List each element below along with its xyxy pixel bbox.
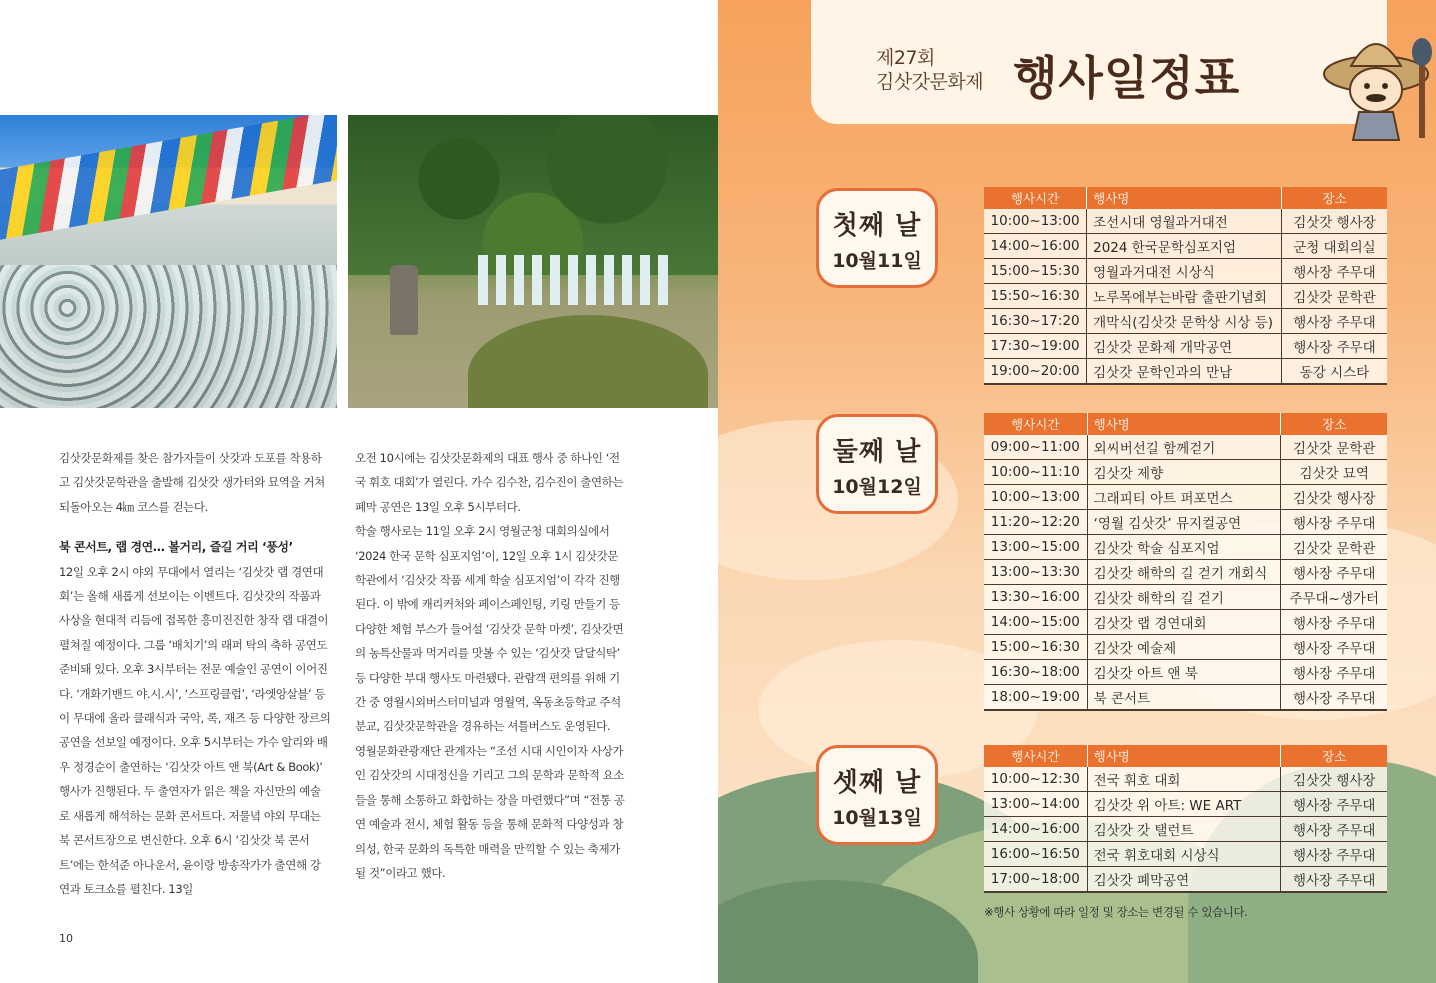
title-box (811, 0, 1387, 124)
table-row (984, 334, 1387, 359)
event-place: 행사장 주무대 (1281, 510, 1387, 535)
day3-badge (816, 745, 938, 845)
table-row (984, 460, 1387, 485)
table-row (984, 585, 1387, 610)
festival-crowd-photo (0, 115, 337, 408)
event-name: 김삿갓 위 아트: WE ART (1087, 792, 1281, 817)
header-time: 행사시간 (984, 413, 1087, 435)
event-name: 외씨버선길 함께걷기 (1087, 435, 1281, 460)
event-place: 행사장 주무대 (1281, 842, 1387, 867)
event-name: 김삿갓 문학인과의 만남 (1087, 359, 1282, 385)
grave-mound (468, 315, 708, 408)
table-row (984, 560, 1387, 585)
tent-canopy (0, 115, 337, 240)
day-label: 셋째 날 (832, 768, 922, 798)
event-name: 노루목에부는바람 출판기념회 (1087, 284, 1282, 309)
event-time: 17:00~18:00 (984, 867, 1087, 893)
table-row (984, 209, 1387, 234)
event-time: 11:20~12:20 (984, 510, 1087, 535)
event-name: 개막식(김삿갓 문학상 시상 등) (1087, 309, 1282, 334)
event-name: 전국 휘호 대회 (1087, 767, 1281, 792)
event-name: 영월과거대전 시상식 (1087, 259, 1282, 284)
event-place: 행사장 주무대 (1281, 259, 1387, 284)
table-row (984, 535, 1387, 560)
table-row (984, 359, 1387, 385)
event-name: 김삿갓 학술 심포지엄 (1087, 535, 1281, 560)
header-event-name: 행사명 (1087, 187, 1282, 209)
day1-schedule-table (984, 187, 1387, 385)
table-row (984, 485, 1387, 510)
event-place: 동강 시스타 (1281, 359, 1387, 385)
table-row (984, 309, 1387, 334)
table-row (984, 635, 1387, 660)
event-place: 김삿갓 문학관 (1281, 535, 1387, 560)
table-row (984, 660, 1387, 685)
day-label: 첫째 날 (832, 211, 922, 241)
table-row (984, 510, 1387, 535)
table-row (984, 685, 1387, 711)
day-label: 둘째 날 (832, 437, 922, 467)
event-place: 행사장 주무대 (1281, 867, 1387, 893)
article-paragraph: 영월문화관광재단 관계자는 “조선 시대 시인이자 사상가인 김삿갓의 시대정신을 기리고 그의 문학과 문학적 요소들을 통해 소통하고 화합하는 장을 마련했다”며 “전통 공연 예술과 전시, 체험 활동 등을 통해 문화적 다양성과 창의성, 한국 문화의 독특한 매력을 만끽할 수 있는 축제가 될 것”이라고 했다. (355, 743, 625, 880)
festival-name (876, 46, 983, 94)
header-event-name: 행사명 (1087, 745, 1281, 767)
mascot-illustration (1321, 22, 1436, 142)
event-place: 행사장 주무대 (1281, 610, 1387, 635)
event-time: 13:00~13:30 (984, 560, 1087, 585)
table-row (984, 610, 1387, 635)
table-header-row (984, 745, 1387, 767)
table-row (984, 435, 1387, 460)
event-time: 15:00~16:30 (984, 635, 1087, 660)
article-paragraph: 12일 오후 2시 야외 무대에서 열리는 ‘김삿갓 랩 경연대회’는 올해 새롭게 선보이는 이벤트다. 김삿갓의 작품과 사상을 현대적 리듬에 접목한 흥미진진한 창작 랩 대결이 펼쳐질 예정이다. 그룹 ‘배치기’의 래퍼 탁의 축하 공연도 준비돼 있다. 오후 3시부터는 전문 예술인 공연이 이어진다. ‘개화기밴드 야.시.시’, ‘스프링클럽’, ‘라엣앙살블’ 등이 무대에 올라 클래식과 국악, 록, 재즈 등 다양한 장르의 공연을 선보일 예정이다. 오후 5시부터는 가수 알리와 배우 정경순이 출연하는 ‘김삿갓 아트 앤 북(Art & Book)’ 행사가 진행된다. 두 출연자가 읽은 책을 자신만의 예술로 새롭게 해석하는 문화 콘서트다. 저물녘 야외 무대는 북 콘서트장으로 변신한다. 오후 6시 ‘김삿갓 북 콘서트’에는 한석준 아나운서, 윤이랑 방송작가가 출연해 강연과 토크쇼를 펼친다. 13일 (59, 564, 331, 896)
table-row (984, 767, 1387, 792)
article-paragraph: 오전 10시에는 김삿갓문화제의 대표 행사 중 하나인 ‘전국 휘호 대회’가 열린다. 가수 김수찬, 김수진이 출연하는 폐막 공연은 13일 오후 5시부터다. (355, 451, 624, 514)
forest-background (348, 115, 718, 275)
day-date: 10월13일 (832, 807, 922, 829)
event-place: 김삿갓 묘역 (1281, 460, 1387, 485)
event-name: 전국 휘호대회 시상식 (1087, 842, 1281, 867)
event-name: 김삿갓 제향 (1087, 460, 1281, 485)
memorial-stone (390, 265, 418, 335)
day2-schedule-table (984, 413, 1387, 711)
table-row (984, 259, 1387, 284)
event-place: 행사장 주무대 (1281, 334, 1387, 359)
event-name: 김삿갓 해학의 길 걷기 개회식 (1087, 560, 1281, 585)
header-time: 행사시간 (984, 187, 1087, 209)
event-name: ‘영월 김삿갓’ 뮤지컬공연 (1087, 510, 1281, 535)
header-place: 장소 (1281, 413, 1387, 435)
event-place: 김삿갓 문학관 (1281, 284, 1387, 309)
event-place: 김삿갓 행사장 (1281, 485, 1387, 510)
event-time: 15:00~15:30 (984, 259, 1087, 284)
event-time: 17:30~19:00 (984, 334, 1087, 359)
header-place: 장소 (1281, 187, 1387, 209)
event-time: 14:00~16:00 (984, 234, 1087, 259)
event-name: 김삿갓 아트 앤 북 (1087, 660, 1281, 685)
header-time: 행사시간 (984, 745, 1087, 767)
event-time: 10:00~11:10 (984, 460, 1087, 485)
festival-title: 김삿갓문화제 (876, 71, 984, 93)
article-subheading: 북 콘서트, 랩 경연… 볼거리, 즐길 거리 ‘풍성’ (59, 540, 293, 555)
event-time: 16:00~16:50 (984, 842, 1087, 867)
event-place: 행사장 주무대 (1281, 560, 1387, 585)
article-paragraph: 김삿갓문화제를 찾은 참가자들이 삿갓과 도포를 착용하고 김삿갓문학관을 출발해 김삿갓 생가터와 묘역을 거쳐 되돌아오는 4㎞ 코스를 걷는다. (59, 451, 325, 514)
event-name: 김삿갓 문화제 개막공연 (1087, 334, 1282, 359)
event-name: 북 콘서트 (1087, 685, 1281, 711)
table-row (984, 284, 1387, 309)
event-place: 행사장 주무대 (1281, 685, 1387, 711)
event-name: 김삿갓 해학의 길 걷기 (1087, 585, 1281, 610)
ritual-participants (478, 255, 668, 305)
event-name: 2024 한국문학심포지엄 (1087, 234, 1282, 259)
memorial-rite-photo (348, 115, 718, 408)
event-place: 행사장 주무대 (1281, 792, 1387, 817)
article-column-1 (59, 446, 331, 901)
event-place: 군청 대회의실 (1281, 234, 1387, 259)
header-place: 장소 (1281, 745, 1387, 767)
event-place: 행사장 주무대 (1281, 635, 1387, 660)
table-row (984, 817, 1387, 842)
event-time: 15:50~16:30 (984, 284, 1087, 309)
event-time: 10:00~13:00 (984, 209, 1087, 234)
seated-participants (0, 265, 337, 408)
event-name: 김삿갓 갓 탤런트 (1087, 817, 1281, 842)
page-number: 10 (59, 932, 73, 945)
article-paragraph: 학술 행사로는 11일 오후 2시 영월군청 대회의실에서 ‘2024 한국 문학 심포지엄’이, 12일 오후 1시 김삿갓문학관에서 ‘김삿갓 작품 세계 학술 심포지엄’이 각각 진행된다. 이 밖에 캐리커처와 페이스페인팅, 키링 만들기 등 다양한 체험 부스가 들어설 ‘김삿갓 문학 마켓’, 김삿갓면의 농특산물과 먹거리를 맛볼 수 있는 ‘김삿갓 달달식탁’ 등 다양한 부대 행사도 마련됐다. 관람객 편의를 위해 기간 중 영월시외버스터미널과 영월역, 옥동초등학교 주석분교, 김삿갓문학관을 경유하는 셔틀버스도 운영된다. (355, 524, 624, 734)
event-place: 행사장 주무대 (1281, 660, 1387, 685)
event-time: 14:00~15:00 (984, 610, 1087, 635)
event-time: 16:30~18:00 (984, 660, 1087, 685)
event-time: 16:30~17:20 (984, 309, 1087, 334)
event-time: 14:00~16:00 (984, 817, 1087, 842)
event-time: 09:00~11:00 (984, 435, 1087, 460)
table-header-row (984, 187, 1387, 209)
article-column-2 (355, 446, 625, 885)
table-row (984, 792, 1387, 817)
day3-schedule-table (984, 745, 1387, 893)
event-name: 김삿갓 예술제 (1087, 635, 1281, 660)
day2-badge (816, 414, 938, 514)
event-time: 19:00~20:00 (984, 359, 1087, 385)
event-name: 조선시대 영월과거대전 (1087, 209, 1282, 234)
table-header-row (984, 413, 1387, 435)
day-date: 10월11일 (832, 250, 922, 272)
event-place: 행사장 주무대 (1281, 817, 1387, 842)
event-time: 13:00~14:00 (984, 792, 1087, 817)
event-time: 13:30~16:00 (984, 585, 1087, 610)
table-row (984, 234, 1387, 259)
day1-badge (816, 188, 938, 288)
right-page (718, 0, 1436, 983)
event-place: 김삿갓 행사장 (1281, 209, 1387, 234)
event-time: 18:00~19:00 (984, 685, 1087, 711)
event-name: 김삿갓 폐막공연 (1087, 867, 1281, 893)
table-row (984, 867, 1387, 893)
event-time: 10:00~12:30 (984, 767, 1087, 792)
day-date: 10월12일 (832, 476, 922, 498)
header-event-name: 행사명 (1087, 413, 1281, 435)
event-place: 김삿갓 행사장 (1281, 767, 1387, 792)
event-time: 10:00~13:00 (984, 485, 1087, 510)
festival-edition: 제27회 (876, 47, 935, 69)
event-place: 행사장 주무대 (1281, 309, 1387, 334)
event-time: 13:00~15:00 (984, 535, 1087, 560)
event-name: 김삿갓 랩 경연대회 (1087, 610, 1281, 635)
event-place: 주무대~생가터 (1281, 585, 1387, 610)
table-row (984, 842, 1387, 867)
event-name: 그래피티 아트 퍼포먼스 (1087, 485, 1281, 510)
schedule-note: ※행사 상황에 따라 일정 및 장소는 변경될 수 있습니다. (984, 905, 1248, 919)
page-title: 행사일정표 (1013, 51, 1241, 105)
event-place: 김삿갓 문학관 (1281, 435, 1387, 460)
